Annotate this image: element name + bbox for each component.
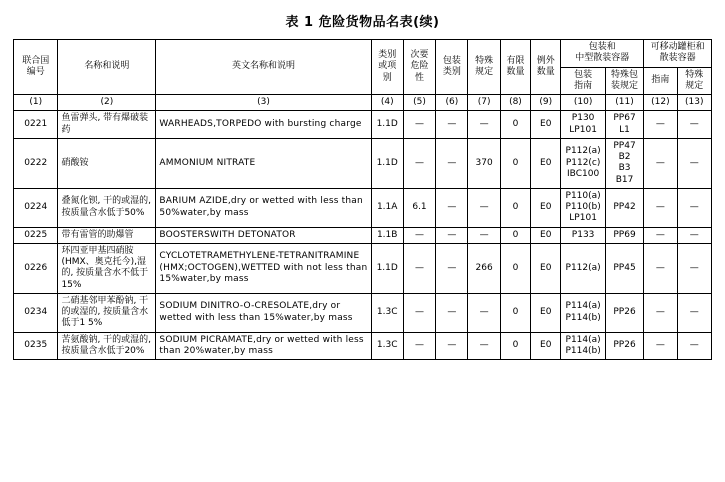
table-row bbox=[14, 188, 712, 227]
cell-tank_special: — bbox=[677, 293, 711, 332]
header-un-number-line2: 编号 bbox=[26, 67, 45, 77]
cell-pack_class: — bbox=[436, 138, 468, 188]
cell-name_en: BARIUM AZIDE,dry or wetted with less than 50%water,by mass bbox=[156, 188, 371, 227]
cell-pack-instruction-item: P114(a) bbox=[565, 301, 601, 312]
cell-pack-special-provision bbox=[605, 227, 643, 243]
header-group-packaging-ibc-line1: 包装和 bbox=[588, 42, 616, 52]
colnum-3: (3) bbox=[156, 95, 371, 111]
cell-tank_special: — bbox=[677, 332, 711, 360]
cell-pack-instruction bbox=[561, 243, 605, 293]
header-un-number-line1: 联合国 bbox=[22, 55, 50, 66]
cell-pack-special-provision-item: B2 bbox=[618, 152, 631, 162]
cell-special: 266 bbox=[468, 243, 500, 293]
cell-subrisk: 6.1 bbox=[403, 188, 435, 227]
cell-pack-special-provision bbox=[605, 332, 643, 360]
cell-pack-special-provision-item: B17 bbox=[615, 174, 634, 185]
header-packing-group-line2: 类别 bbox=[442, 67, 461, 77]
cell-name_en: CYCLOTETRAMETHYLENE-TETRANITRAMINE (HMX;OCTOGEN),WETTED with not less than 15%water,by mass bbox=[156, 243, 371, 293]
cell-pack-instruction-item: P112(c) bbox=[565, 157, 601, 168]
cell-pack-instruction bbox=[561, 111, 605, 139]
cell-excepted: E0 bbox=[531, 111, 561, 139]
cell-name_en: BOOSTERSWITH DETONATOR bbox=[156, 227, 371, 243]
cell-pack-instruction bbox=[561, 227, 605, 243]
cell-special: 370 bbox=[468, 138, 500, 188]
header-excepted-quantity bbox=[531, 40, 561, 95]
table-row bbox=[14, 293, 712, 332]
cell-class: 1.3C bbox=[371, 332, 403, 360]
table-body bbox=[14, 111, 712, 360]
cell-un: 0221 bbox=[14, 111, 58, 139]
cell-name_en: SODIUM DINITRO-O-CRESOLATE,dry or wetted with less than 15%water,by mass bbox=[156, 293, 371, 332]
cell-pack-special-provision bbox=[605, 111, 643, 139]
header-excepted-quantity-line1: 例外 bbox=[536, 55, 555, 66]
table-row bbox=[14, 243, 712, 293]
cell-class: 1.1D bbox=[371, 138, 403, 188]
cell-ltd_qty: 0 bbox=[500, 188, 530, 227]
header-packing-special-provision-line1: 特殊包 bbox=[611, 69, 639, 80]
header-packing-special-provision-line2: 装规定 bbox=[611, 80, 639, 91]
cell-special: — bbox=[468, 332, 500, 360]
table-column-number-row bbox=[14, 95, 712, 111]
header-subsidiary-risk-line1: 次要 bbox=[410, 50, 429, 61]
cell-class: 1.1B bbox=[371, 227, 403, 243]
colnum-10: (10) bbox=[561, 95, 605, 111]
cell-excepted: E0 bbox=[531, 138, 561, 188]
colnum-12: (12) bbox=[644, 95, 677, 111]
cell-name_cn: 带有雷管的助爆管 bbox=[58, 227, 156, 243]
colnum-4: (4) bbox=[371, 95, 403, 111]
cell-pack-instruction-item: P130 bbox=[571, 113, 595, 124]
cell-class: 1.3C bbox=[371, 293, 403, 332]
cell-tank_instr: — bbox=[644, 243, 677, 293]
cell-tank_special: — bbox=[677, 243, 711, 293]
cell-special: — bbox=[468, 227, 500, 243]
cell-tank_instr: — bbox=[644, 293, 677, 332]
cell-pack-special-provision-item: B3 bbox=[618, 163, 631, 174]
header-un-number bbox=[14, 40, 58, 95]
header-group-packaging-ibc bbox=[561, 40, 644, 68]
cell-pack_class: — bbox=[436, 243, 468, 293]
cell-pack-special-provision-item: PP47 bbox=[613, 140, 636, 151]
cell-excepted: E0 bbox=[531, 243, 561, 293]
cell-pack-instruction-item: P114(b) bbox=[565, 345, 601, 356]
cell-special: — bbox=[468, 188, 500, 227]
cell-excepted: E0 bbox=[531, 293, 561, 332]
header-packing-group-line1: 包装 bbox=[442, 55, 461, 66]
header-subsidiary-risk bbox=[403, 40, 435, 95]
cell-pack_class: — bbox=[436, 111, 468, 139]
cell-subrisk: — bbox=[403, 227, 435, 243]
header-class-line1: 类别 bbox=[378, 50, 397, 61]
cell-special: — bbox=[468, 111, 500, 139]
header-name-cn: 名称和说明 bbox=[58, 40, 156, 95]
cell-excepted: E0 bbox=[531, 188, 561, 227]
cell-name_cn: 鱼雷弹头, 带有爆破装药 bbox=[58, 111, 156, 139]
cell-un: 0225 bbox=[14, 227, 58, 243]
dangerous-goods-table bbox=[13, 39, 712, 360]
cell-pack_class: — bbox=[436, 227, 468, 243]
header-name-en: 英文名称和说明 bbox=[156, 40, 371, 95]
cell-pack_class: — bbox=[436, 188, 468, 227]
cell-pack-special-provision-item: PP26 bbox=[613, 340, 636, 351]
cell-pack-special-provision-item: PP69 bbox=[613, 229, 636, 240]
cell-pack-special-provision-item: PP26 bbox=[613, 307, 636, 317]
header-class-line2: 或项别 bbox=[378, 61, 397, 83]
cell-tank_special: — bbox=[677, 111, 711, 139]
header-subsidiary-risk-line2: 危险性 bbox=[410, 61, 429, 83]
cell-pack-special-provision bbox=[605, 188, 643, 227]
cell-pack-instruction-item: IBC100 bbox=[567, 168, 600, 179]
cell-subrisk: — bbox=[403, 111, 435, 139]
cell-pack-instruction-item: P133 bbox=[571, 229, 595, 240]
cell-ltd_qty: 0 bbox=[500, 332, 530, 360]
cell-name_en: SODIUM PICRAMATE,dry or wetted with less than 20%water,by mass bbox=[156, 332, 371, 360]
cell-pack-instruction bbox=[561, 293, 605, 332]
cell-pack-instruction-item: P112(a) bbox=[565, 146, 601, 157]
cell-ltd_qty: 0 bbox=[500, 138, 530, 188]
colnum-9: (9) bbox=[531, 95, 561, 111]
table-row bbox=[14, 332, 712, 360]
cell-pack-special-provision-item: PP67 bbox=[613, 113, 636, 124]
cell-un: 0235 bbox=[14, 332, 58, 360]
header-tank-special-provision-line1: 特殊 bbox=[685, 69, 704, 80]
cell-ltd_qty: 0 bbox=[500, 111, 530, 139]
cell-tank_special: — bbox=[677, 138, 711, 188]
cell-name_cn: 苦氨酸钠, 干的或湿的, 按质量含水低于20% bbox=[58, 332, 156, 360]
header-group-packaging-ibc-line2: 中型散装容器 bbox=[575, 53, 630, 64]
cell-ltd_qty: 0 bbox=[500, 243, 530, 293]
cell-pack-instruction-item: LP101 bbox=[569, 124, 597, 135]
colnum-2: (2) bbox=[58, 95, 156, 111]
header-packing-group bbox=[436, 40, 468, 95]
cell-subrisk: — bbox=[403, 293, 435, 332]
cell-name_en: WARHEADS,TORPEDO with bursting charge bbox=[156, 111, 371, 139]
cell-excepted: E0 bbox=[531, 227, 561, 243]
cell-tank_instr: — bbox=[644, 188, 677, 227]
cell-excepted: E0 bbox=[531, 332, 561, 360]
cell-pack-special-provision-item: L1 bbox=[619, 124, 630, 135]
table-row bbox=[14, 227, 712, 243]
header-packing-special-provision bbox=[605, 67, 643, 95]
page-title: 表 1 危险货物品名表(续) bbox=[285, 15, 440, 30]
cell-name_cn: 叠氮化钡, 干的或湿的, 按质量含水低于50% bbox=[58, 188, 156, 227]
cell-class: 1.1D bbox=[371, 111, 403, 139]
header-special-provisions-line1: 特殊 bbox=[475, 55, 494, 66]
cell-tank_special: — bbox=[677, 227, 711, 243]
cell-un: 0224 bbox=[14, 188, 58, 227]
cell-pack_class: — bbox=[436, 332, 468, 360]
cell-name_en: AMMONIUM NITRATE bbox=[156, 138, 371, 188]
table-header-row-1 bbox=[14, 40, 712, 68]
table-row bbox=[14, 111, 712, 139]
table-row bbox=[14, 138, 712, 188]
header-limited-quantity-line2: 数量 bbox=[506, 67, 525, 77]
cell-pack-instruction-item: P114(b) bbox=[565, 312, 601, 323]
header-limited-quantity bbox=[500, 40, 530, 95]
colnum-13: (13) bbox=[677, 95, 711, 111]
header-tank-instruction: 指南 bbox=[644, 67, 677, 95]
colnum-11: (11) bbox=[605, 95, 643, 111]
cell-tank_instr: — bbox=[644, 227, 677, 243]
header-class bbox=[371, 40, 403, 95]
cell-tank_instr: — bbox=[644, 332, 677, 360]
header-group-portable-tank-line1: 可移动罐柜和 bbox=[650, 42, 705, 52]
cell-un: 0222 bbox=[14, 138, 58, 188]
cell-pack-special-provision-item: PP45 bbox=[613, 262, 636, 273]
header-group-portable-tank bbox=[644, 40, 712, 68]
cell-subrisk: — bbox=[403, 138, 435, 188]
cell-pack-special-provision bbox=[605, 138, 643, 188]
colnum-6: (6) bbox=[436, 95, 468, 111]
cell-tank_instr: — bbox=[644, 111, 677, 139]
colnum-1: (1) bbox=[14, 95, 58, 111]
header-tank-special-provision-line2: 规定 bbox=[685, 80, 704, 91]
header-packing-instruction bbox=[561, 67, 605, 95]
header-packing-instruction-line2: 指南 bbox=[574, 80, 593, 91]
header-special-provisions bbox=[468, 40, 500, 95]
cell-pack-special-provision bbox=[605, 293, 643, 332]
cell-tank_instr: — bbox=[644, 138, 677, 188]
colnum-7: (7) bbox=[468, 95, 500, 111]
cell-class: 1.1A bbox=[371, 188, 403, 227]
cell-subrisk: — bbox=[403, 243, 435, 293]
cell-ltd_qty: 0 bbox=[500, 293, 530, 332]
cell-subrisk: — bbox=[403, 332, 435, 360]
cell-pack-instruction bbox=[561, 138, 605, 188]
cell-special: — bbox=[468, 293, 500, 332]
cell-name_cn: 二硝基邻甲苯酚钠, 干的或湿的, 按质量含水低于1 5% bbox=[58, 293, 156, 332]
cell-pack-instruction-item: P112(a) bbox=[565, 262, 601, 273]
colnum-8: (8) bbox=[500, 95, 530, 111]
cell-pack-instruction bbox=[561, 332, 605, 360]
cell-name_cn: 环四亚甲基四硝胺(HMX、奥克托今),湿的, 按质量含水不低于15% bbox=[58, 243, 156, 293]
cell-pack-instruction-item: LP101 bbox=[569, 213, 597, 224]
cell-tank_special: — bbox=[677, 188, 711, 227]
header-excepted-quantity-line2: 数量 bbox=[536, 67, 555, 77]
cell-ltd_qty: 0 bbox=[500, 227, 530, 243]
cell-name_cn: 硝酸铵 bbox=[58, 138, 156, 188]
cell-un: 0226 bbox=[14, 243, 58, 293]
header-limited-quantity-line1: 有限 bbox=[506, 55, 525, 66]
cell-pack-instruction bbox=[561, 188, 605, 227]
cell-pack-instruction-item: P114(a) bbox=[565, 334, 601, 345]
cell-pack-instruction-item: P110(a) bbox=[565, 190, 601, 201]
cell-un: 0234 bbox=[14, 293, 58, 332]
header-special-provisions-line2: 规定 bbox=[475, 67, 494, 77]
cell-pack-special-provision bbox=[605, 243, 643, 293]
cell-class: 1.1D bbox=[371, 243, 403, 293]
header-tank-special-provision bbox=[677, 67, 711, 95]
cell-pack_class: — bbox=[436, 293, 468, 332]
cell-pack-special-provision-item: PP42 bbox=[613, 202, 636, 212]
header-packing-instruction-line1: 包装 bbox=[574, 69, 593, 80]
header-group-portable-tank-line2: 散装容器 bbox=[659, 53, 696, 64]
colnum-5: (5) bbox=[403, 95, 435, 111]
cell-pack-instruction-item: P110(b) bbox=[565, 202, 601, 212]
